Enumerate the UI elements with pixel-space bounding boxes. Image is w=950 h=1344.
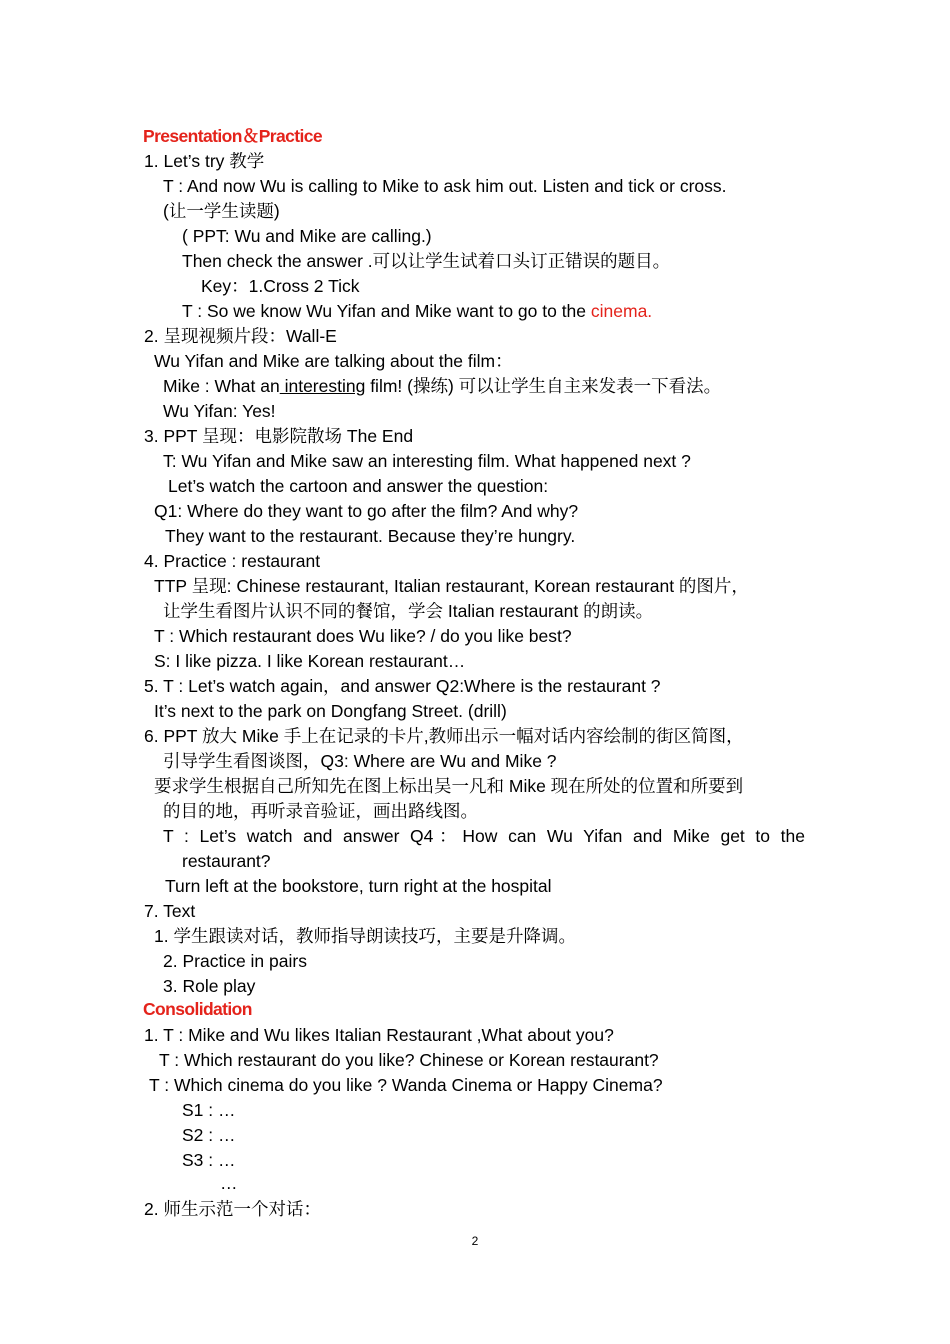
text-line: S1 : … [182,1100,236,1120]
text-line: 4. Practice : restaurant [144,551,321,571]
heading-consolidation: Consolidation [143,999,252,1019]
text-line: Turn left at the bookstore, turn right at the hospital [165,876,552,896]
underlined-word: interesting [279,376,366,396]
text-line: 1. Let’s try 教学 [144,151,265,171]
text-line: 1. T : Mike and Wu likes Italian Restaurant ,What about you? [144,1025,614,1045]
text-line: 要求学生根据自己所知先在图上标出吴一凡和 Mike 现在所处的位置和所要到 [154,776,744,796]
text-line: Then check the answer .可以让学生试着口头订正错误的题目。 [182,251,671,271]
text-line: T: Wu Yifan and Mike saw an interesting film. What happened next ? [163,451,691,471]
text-line: 让学生看图片认识不同的餐馆，学会 Italian restaurant 的朗读。 [163,601,654,621]
text-line: 6. PPT 放大 Mike 手上在记录的卡片,教师出示一幅对话内容绘制的街区简图， [144,726,744,746]
text-line: 7. Text [144,901,196,921]
heading-presentation-practice: Presentation＆Practice [143,126,323,146]
text-line: Let’s watch the cartoon and answer the question: [168,476,549,496]
text-line: It’s next to the park on Dongfang Street. (drill) [154,701,507,721]
text-line: T : Which cinema do you like ? Wanda Cinema or Happy Cinema? [149,1075,663,1095]
text-segment: film! (操练) 可以让学生自主来发表一下看法。 [365,376,722,396]
text-line [182,300,652,322]
text-line: restaurant? [182,851,271,871]
text-line: 3. Role play [163,976,256,996]
text-line: 2. Practice in pairs [163,951,307,971]
text-line: 5. T : Let’s watch again，and answer Q2:Where is the restaurant ? [144,676,661,696]
text-line: 1. 学生跟读对话，教师指导朗读技巧，主要是升降调。 [154,926,576,946]
text-line: 2. 呈现视频片段：Wall-E [144,326,337,346]
text-segment: Mike : What an [163,376,280,396]
text-line: 的目的地，再听录音验证，画出路线图。 [163,801,478,821]
text-line: TTP 呈现: Chinese restaurant, Italian restaurant, Korean restaurant 的图片， [154,576,749,596]
text-segment: T : So we know Wu Yifan and Mike want to go to the [182,301,591,321]
highlight-cinema: cinema. [590,301,653,321]
text-line: S2 : … [182,1125,236,1145]
text-line: S: I like pizza. I like Korean restaurant… [154,651,466,671]
page-number: 2 [471,1234,479,1248]
text-line: 2. 师生示范一个对话： [144,1199,321,1219]
text-line: 3. PPT 呈现：电影院散场 The End [144,426,414,446]
text-line: Wu Yifan: Yes! [163,401,276,421]
text-line: S3 : … [182,1150,236,1170]
text-line: … [220,1173,238,1193]
text-line: T : And now Wu is calling to Mike to ask him out. Listen and tick or cross. [163,176,727,196]
text-line: (让一学生读题) [163,201,280,221]
text-line: Wu Yifan and Mike are talking about the film： [154,351,513,371]
text-line: 引导学生看图谈图，Q3: Where are Wu and Mike ? [163,751,557,771]
text-line: T : Let’s watch and answer Q4：How can Wu Yifan and Mike get to the [163,826,805,846]
text-line: They want to the restaurant. Because they’re hungry. [165,526,576,546]
text-line: ( PPT: Wu and Mike are calling.) [182,226,432,246]
text-line [163,375,721,397]
text-line: Key：1.Cross 2 Tick [201,276,360,296]
text-line: Q1: Where do they want to go after the film? And why? [154,501,579,521]
text-line: T : Which restaurant do you like? Chinese or Korean restaurant? [159,1050,659,1070]
text-line: T : Which restaurant does Wu like? / do you like best? [154,626,572,646]
